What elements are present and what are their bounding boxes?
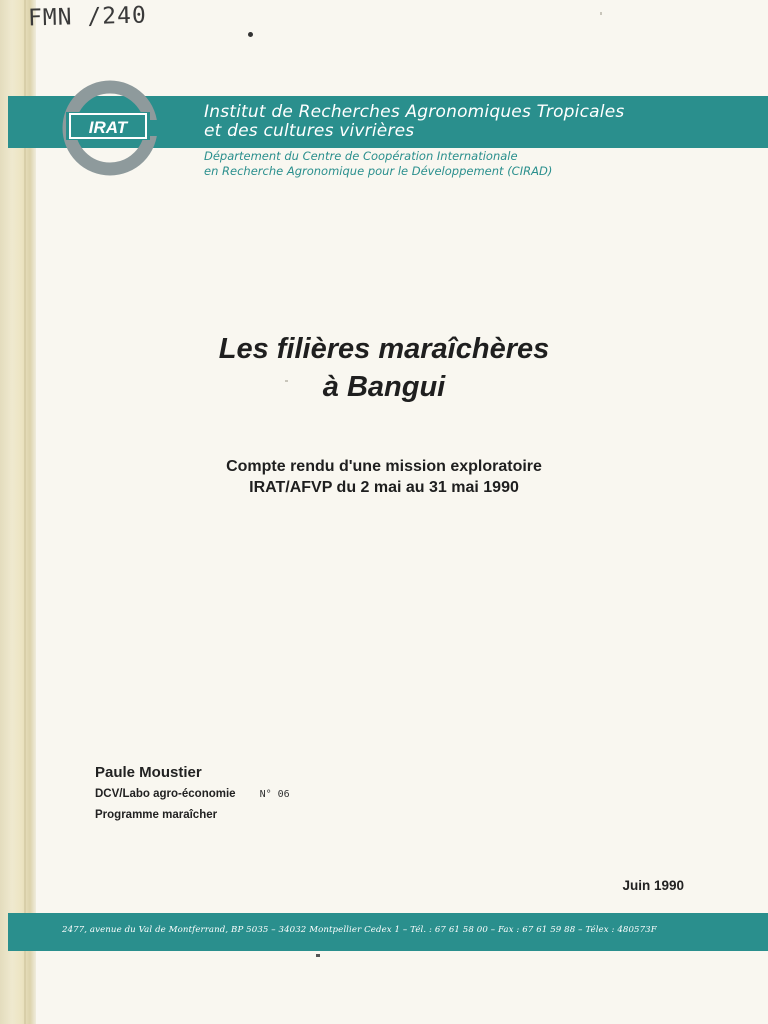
- institute-line-1: Institut de Recherches Agronomiques Tropicales: [204, 102, 625, 122]
- title-line-1: Les filières maraîchères: [218, 333, 550, 365]
- document-subtitle: [0, 456, 768, 498]
- title-line-2: à Bangui: [322, 371, 446, 403]
- subtitle-line-2: IRAT/AFVP du 2 mai au 31 mai 1990: [249, 479, 519, 496]
- scan-speck: [600, 12, 602, 15]
- ink-dot: [248, 32, 253, 37]
- author-name: Paule Moustier: [95, 764, 202, 781]
- department-line-2: en Recherche Agronomique pour le Développement (CIRAD): [204, 164, 553, 178]
- institute-line-2: et des cultures vivrières: [204, 121, 415, 141]
- subtitle-line-1: Compte rendu d'une mission exploratoire: [226, 458, 542, 475]
- irat-logo: [62, 80, 158, 176]
- document-title: [0, 330, 768, 406]
- author-affiliation: DCV/Labo agro-économie: [95, 788, 236, 800]
- author-program: Programme maraîcher: [95, 809, 218, 821]
- logo-text: IRAT: [88, 118, 128, 137]
- institute-name: [204, 103, 764, 141]
- scan-speck: [316, 954, 320, 957]
- scan-speck: [285, 380, 288, 382]
- footer-address: 2477, avenue du Val de Montferrand, BP 5035 – 34032 Montpellier Cedex 1 – Tél. : 67 61 58 00 – Fax : 67 61 59 88 – Télex : 480573F: [62, 925, 657, 935]
- binding-spine: [0, 0, 36, 1024]
- publication-date: Juin 1990: [622, 878, 684, 893]
- affiliation-line: [95, 786, 495, 803]
- handwritten-reference: FMN /240: [27, 2, 148, 32]
- author-block: [95, 764, 495, 823]
- document-number: N° 06: [259, 789, 290, 800]
- department-name: [204, 149, 764, 179]
- department-line-1: Département du Centre de Coopération Internationale: [204, 149, 518, 163]
